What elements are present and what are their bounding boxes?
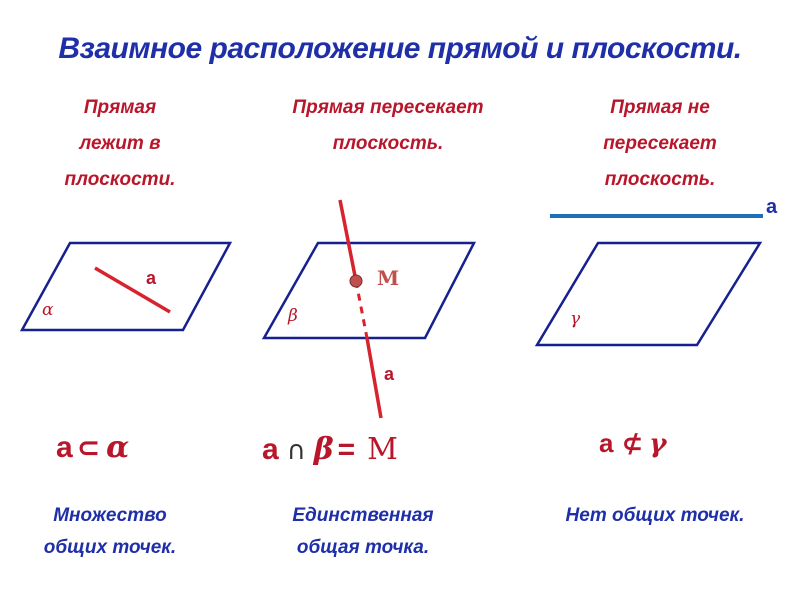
not-subset-symbol: ⊄ (621, 429, 644, 459)
caption-line: Прямая (83, 97, 157, 118)
formula-plane: γ (649, 429, 667, 459)
note-case-1 (20, 500, 200, 564)
formula-plane: β (313, 432, 334, 467)
note-line: Нет общих точек. (565, 505, 745, 526)
caption-line: Прямая пересекает (292, 97, 484, 118)
subset-symbol: ⊂ (76, 431, 101, 464)
formula-line: a (599, 428, 614, 458)
note-line: Единственная (292, 505, 434, 526)
point-m (350, 275, 362, 287)
plane-label-alpha: α (42, 300, 54, 320)
line-label-case-3: a (766, 196, 778, 218)
formula-case-2 (262, 432, 398, 467)
page-title: Взаимное расположение прямой и плоскости. (58, 32, 742, 65)
line-a-above-plane (340, 200, 356, 281)
plane-gamma (537, 243, 760, 345)
formula-line: a (56, 431, 73, 464)
line-a-hidden-part (356, 281, 367, 338)
caption-line: Прямая не (610, 97, 710, 118)
caption-line: лежит в (79, 133, 161, 154)
plane-label-gamma: γ (570, 309, 581, 329)
note-case-3 (530, 500, 780, 532)
formula-case-3 (599, 428, 666, 459)
note-case-2 (268, 500, 458, 564)
note-line: общая точка. (296, 537, 430, 558)
point-label-m: M (377, 266, 400, 290)
formula-line: a (262, 433, 279, 466)
note-line: Множество (53, 505, 167, 526)
note-line: общих точек. (43, 537, 177, 558)
line-a-in-plane (95, 268, 170, 312)
caption-line: плоскость. (332, 133, 444, 154)
plane-label-beta: β (288, 306, 298, 326)
caption-line: плоскости. (64, 169, 176, 190)
line-label-case-2: a (384, 364, 395, 384)
equals-sign: = (337, 433, 356, 466)
line-label-case-1: a (146, 268, 157, 288)
formula-point: M (367, 432, 398, 467)
line-a-below-plane (367, 338, 381, 418)
formula-case-1 (56, 430, 129, 465)
formula-plane: α (106, 430, 130, 465)
intersection-symbol: ∩ (286, 436, 306, 466)
caption-line: плоскость. (604, 169, 716, 190)
caption-line: пересекает (603, 133, 717, 154)
